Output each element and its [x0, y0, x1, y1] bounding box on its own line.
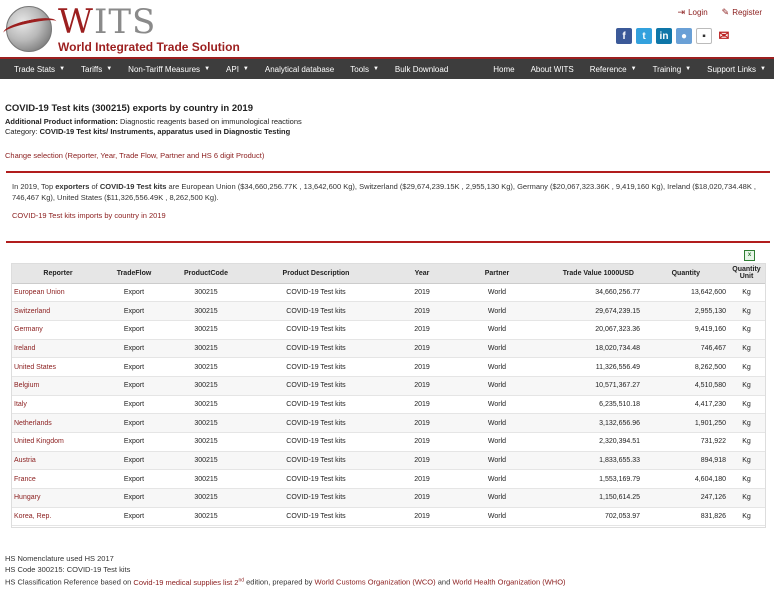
cell-quantity: 894,918: [644, 451, 728, 470]
cell-productcode: 300215: [166, 433, 246, 452]
col-header-tradeflow[interactable]: TradeFlow: [102, 264, 166, 283]
cell-year: 2019: [386, 470, 458, 489]
cell-reporter: [12, 395, 102, 414]
export-summary: In 2019, Top exporters of COVID-19 Test kits are European Union ($34,660,256.77K , 13,642,600 Kg), Switzerland ($29,674,239.15K , 2,955,130 Kg), Germany ($20,067,323.36K , 9,419,160 Kg), Ireland ($18,020,734.48K , 746,467 Kg), United States ($11,326,556.49K , 8,262,500 Kg).: [12, 182, 757, 202]
divider: [6, 241, 770, 243]
cell-reporter: [12, 376, 102, 395]
register-icon: ✎: [721, 7, 730, 17]
cell-product-description: COVID-19 Test kits: [246, 414, 386, 433]
cell-productcode: 300215: [166, 470, 246, 489]
reporter-link[interactable]: Netherlands: [14, 419, 52, 427]
auth-links: [678, 7, 762, 18]
cell-trade-value: 1,553,169.79: [536, 470, 644, 489]
cell-reporter: [12, 339, 102, 358]
table-row: [12, 376, 765, 395]
cell-product-description: COVID-19 Test kits: [246, 320, 386, 339]
cell-year: 2019: [386, 507, 458, 526]
caret-down-icon: ▼: [204, 66, 211, 72]
covid-supplies-list-link[interactable]: Covid-19 medical supplies list 2nd: [133, 577, 245, 587]
nav-item-reference[interactable]: Reference ▼: [589, 64, 637, 74]
nav-item-trade-stats[interactable]: Trade Stats ▼: [14, 64, 66, 74]
caret-down-icon: ▼: [59, 66, 66, 72]
cell-tradeflow: Export: [102, 470, 166, 489]
cell-productcode: 300215: [166, 395, 246, 414]
cell-quantity: 13,642,600: [644, 283, 728, 302]
reporter-link[interactable]: France: [14, 475, 36, 483]
cell-quantity-unit: Kg: [728, 470, 765, 489]
nav-item-tariffs[interactable]: Tariffs ▼: [81, 64, 113, 74]
cell-product-description: COVID-19 Test kits: [246, 302, 386, 321]
twitter-icon[interactable]: t: [636, 28, 652, 44]
nav-item-ntm[interactable]: Non-Tariff Measures ▼: [128, 64, 211, 74]
who-link[interactable]: World Health Organization (WHO): [452, 577, 566, 587]
register-link[interactable]: ✎ Register: [721, 7, 762, 17]
cell-partner: World: [458, 283, 536, 302]
cell-partner: World: [458, 451, 536, 470]
product-category: Category: COVID-19 Test kits/ Instruments, apparatus used in Diagnostic Testing: [5, 127, 291, 136]
cell-trade-value: 20,067,323.36: [536, 320, 644, 339]
wco-link[interactable]: World Customs Organization (WCO): [314, 577, 436, 587]
cell-quantity: 4,417,230: [644, 395, 728, 414]
table-row: [12, 507, 765, 526]
table-row: [12, 283, 765, 302]
reporter-link[interactable]: Germany: [14, 326, 43, 334]
table-row: [12, 451, 765, 470]
reporter-link[interactable]: Ireland: [14, 344, 36, 352]
col-header-product-description[interactable]: Product Description: [246, 264, 386, 283]
reporter-link[interactable]: Korea, Rep.: [14, 513, 52, 521]
nav-item-home[interactable]: Home: [493, 64, 515, 74]
cell-quantity-unit: Kg: [728, 395, 765, 414]
table-row: [12, 414, 765, 433]
caret-down-icon: ▼: [372, 66, 379, 72]
cell-productcode: 300215: [166, 302, 246, 321]
cell-partner: World: [458, 414, 536, 433]
cell-partner: World: [458, 470, 536, 489]
cell-quantity-unit: Kg: [728, 320, 765, 339]
imports-by-country-link[interactable]: COVID-19 Test kits imports by country in 2019: [12, 211, 166, 220]
cell-quantity: 9,419,160: [644, 320, 728, 339]
cell-year: 2019: [386, 358, 458, 377]
cell-productcode: 300215: [166, 358, 246, 377]
cell-reporter: [12, 414, 102, 433]
table-row: [12, 339, 765, 358]
caret-down-icon: ▼: [685, 66, 692, 72]
cell-quantity-unit: Kg: [728, 358, 765, 377]
cell-partner: World: [458, 507, 536, 526]
cell-year: 2019: [386, 302, 458, 321]
caret-down-icon: ▼: [242, 66, 249, 72]
cell-reporter: [12, 507, 102, 526]
cell-tradeflow: Export: [102, 433, 166, 452]
cell-quantity-unit: Kg: [728, 339, 765, 358]
cell-productcode: 300215: [166, 414, 246, 433]
caret-down-icon: ▼: [106, 66, 113, 72]
table-header-row: [12, 264, 765, 283]
cell-tradeflow: Export: [102, 489, 166, 508]
cell-year: 2019: [386, 414, 458, 433]
cell-quantity: 831,826: [644, 507, 728, 526]
nav-item-bulk-download[interactable]: Bulk Download: [394, 64, 449, 74]
cell-partner: World: [458, 433, 536, 452]
reporter-link[interactable]: United States: [14, 363, 57, 371]
cell-reporter: [12, 451, 102, 470]
cell-trade-value: 1,150,614.25: [536, 489, 644, 508]
cell-partner: World: [458, 302, 536, 321]
table-row: [12, 358, 765, 377]
table-row: [12, 433, 765, 452]
cell-productcode: 300215: [166, 489, 246, 508]
cell-year: 2019: [386, 376, 458, 395]
cell-partner: World: [458, 395, 536, 414]
cell-tradeflow: Export: [102, 414, 166, 433]
cell-quantity-unit: Kg: [728, 414, 765, 433]
facebook-icon[interactable]: f: [616, 28, 632, 44]
cell-reporter: [12, 489, 102, 508]
table-body: [12, 283, 765, 526]
cell-productcode: 300215: [166, 339, 246, 358]
exports-table: [11, 263, 766, 528]
nav-item-api[interactable]: API ▼: [226, 64, 249, 74]
cell-trade-value: 34,660,256.77: [536, 283, 644, 302]
cell-tradeflow: Export: [102, 302, 166, 321]
cell-reporter: [12, 302, 102, 321]
cell-trade-value: 702,053.97: [536, 507, 644, 526]
cell-tradeflow: Export: [102, 451, 166, 470]
cell-quantity-unit: Kg: [728, 489, 765, 508]
table-row: [12, 470, 765, 489]
nav-item-about-wits[interactable]: About WITS: [530, 64, 574, 74]
cell-reporter: [12, 358, 102, 377]
site-header: [0, 0, 774, 56]
delicious-icon[interactable]: ▪: [696, 28, 712, 44]
reporter-link[interactable]: European Union: [14, 288, 65, 296]
note-nomenclature: HS Nomenclature used HS 2017: [5, 554, 114, 563]
cell-partner: World: [458, 320, 536, 339]
cell-partner: World: [458, 358, 536, 377]
cell-productcode: 300215: [166, 283, 246, 302]
cell-quantity-unit: Kg: [728, 451, 765, 470]
exports-data-table: [12, 264, 765, 526]
table-row: [12, 302, 765, 321]
site-subtitle: World Integrated Trade Solution: [58, 40, 240, 54]
cell-reporter: [12, 320, 102, 339]
reporter-link[interactable]: Italy: [14, 400, 27, 408]
cell-year: 2019: [386, 339, 458, 358]
reporter-link[interactable]: Hungary: [14, 494, 41, 502]
caret-down-icon: ▼: [630, 66, 637, 72]
col-header-quantity-unit[interactable]: Quantity Unit: [728, 264, 765, 283]
cell-year: 2019: [386, 489, 458, 508]
col-header-productcode[interactable]: ProductCode: [166, 264, 246, 283]
cell-reporter: [12, 433, 102, 452]
caret-down-icon: ▼: [760, 66, 766, 72]
nav-item-analytical-database[interactable]: Analytical database: [264, 64, 335, 74]
cell-trade-value: 11,326,556.49: [536, 358, 644, 377]
cell-product-description: COVID-19 Test kits: [246, 358, 386, 377]
login-link[interactable]: ⇥ Login: [677, 7, 708, 17]
nav-item-tools[interactable]: Tools ▼: [350, 64, 379, 74]
note-classification: HS Classification Reference based on Covid-19 medical supplies list 2nd edition, prepared by World Customs Organization (WCO) and World Health Organization (WHO): [5, 577, 566, 587]
footer-notes: [5, 553, 566, 588]
cell-year: 2019: [386, 395, 458, 414]
cell-product-description: COVID-19 Test kits: [246, 433, 386, 452]
cell-trade-value: 1,833,655.33: [536, 451, 644, 470]
reporter-link[interactable]: Switzerland: [14, 307, 51, 315]
cell-quantity: 8,262,500: [644, 358, 728, 377]
cell-trade-value: 10,571,367.27: [536, 376, 644, 395]
reporter-link[interactable]: Belgium: [14, 382, 40, 390]
cell-partner: World: [458, 339, 536, 358]
cell-trade-value: 2,320,394.51: [536, 433, 644, 452]
main-nav: [0, 57, 774, 79]
email-icon[interactable]: ✉: [716, 28, 732, 44]
cell-product-description: COVID-19 Test kits: [246, 489, 386, 508]
change-selection-link[interactable]: Change selection (Reporter, Year, Trade Flow, Partner and HS 6 digit Product): [5, 151, 265, 160]
nav-item-support-links[interactable]: Support Links ▼: [707, 64, 766, 74]
cell-quantity: 746,467: [644, 339, 728, 358]
col-header-trade-value[interactable]: Trade Value 1000USD: [536, 264, 644, 283]
cell-quantity-unit: Kg: [728, 302, 765, 321]
cell-product-description: COVID-19 Test kits: [246, 507, 386, 526]
cell-tradeflow: Export: [102, 283, 166, 302]
cell-quantity-unit: Kg: [728, 433, 765, 452]
divider: [6, 171, 770, 173]
cell-productcode: 300215: [166, 451, 246, 470]
cell-quantity: 731,922: [644, 433, 728, 452]
cell-quantity: 247,126: [644, 489, 728, 508]
cell-reporter: [12, 283, 102, 302]
cell-product-description: COVID-19 Test kits: [246, 395, 386, 414]
wits-logo-text[interactable]: WITS: [58, 2, 157, 42]
cell-year: 2019: [386, 283, 458, 302]
cell-product-description: COVID-19 Test kits: [246, 339, 386, 358]
cell-year: 2019: [386, 451, 458, 470]
cell-trade-value: 18,020,734.48: [536, 339, 644, 358]
col-header-quantity[interactable]: Quantity: [644, 264, 728, 283]
cell-quantity-unit: Kg: [728, 283, 765, 302]
cell-productcode: 300215: [166, 507, 246, 526]
cell-product-description: COVID-19 Test kits: [246, 470, 386, 489]
cell-tradeflow: Export: [102, 376, 166, 395]
cell-tradeflow: Export: [102, 395, 166, 414]
col-header-partner[interactable]: Partner: [458, 264, 536, 283]
cell-productcode: 300215: [166, 320, 246, 339]
cell-quantity-unit: Kg: [728, 376, 765, 395]
cell-partner: World: [458, 376, 536, 395]
cell-quantity: 4,604,180: [644, 470, 728, 489]
login-icon: ⇥: [677, 7, 686, 17]
table-row: [12, 489, 765, 508]
cell-quantity-unit: Kg: [728, 507, 765, 526]
reddit-icon[interactable]: ●: [676, 28, 692, 44]
reporter-link[interactable]: Austria: [14, 457, 36, 465]
cell-product-description: COVID-19 Test kits: [246, 451, 386, 470]
cell-partner: World: [458, 489, 536, 508]
cell-year: 2019: [386, 433, 458, 452]
cell-trade-value: 3,132,656.96: [536, 414, 644, 433]
col-header-reporter[interactable]: Reporter: [12, 264, 102, 283]
excel-download-icon[interactable]: x: [744, 250, 755, 261]
cell-reporter: [12, 470, 102, 489]
linkedin-icon[interactable]: in: [656, 28, 672, 44]
cell-tradeflow: Export: [102, 358, 166, 377]
page-title: COVID-19 Test kits (300215) exports by country in 2019: [5, 103, 253, 114]
cell-quantity: 2,955,130: [644, 302, 728, 321]
cell-tradeflow: Export: [102, 339, 166, 358]
additional-product-info: Additional Product information: Diagnostic reagents based on immunological reactions: [5, 117, 302, 126]
table-row: [12, 395, 765, 414]
table-row: [12, 320, 765, 339]
cell-product-description: COVID-19 Test kits: [246, 283, 386, 302]
cell-quantity: 4,510,580: [644, 376, 728, 395]
nav-item-training[interactable]: Training ▼: [652, 64, 692, 74]
col-header-year[interactable]: Year: [386, 264, 458, 283]
note-hs-code: HS Code 300215: COVID-19 Test kits: [5, 565, 131, 574]
cell-quantity: 1,901,250: [644, 414, 728, 433]
cell-year: 2019: [386, 320, 458, 339]
cell-tradeflow: Export: [102, 320, 166, 339]
reporter-link[interactable]: United Kingdom: [14, 438, 64, 446]
cell-trade-value: 29,674,239.15: [536, 302, 644, 321]
cell-tradeflow: Export: [102, 507, 166, 526]
cell-productcode: 300215: [166, 376, 246, 395]
social-links: [616, 28, 732, 44]
cell-trade-value: 6,235,510.18: [536, 395, 644, 414]
cell-product-description: COVID-19 Test kits: [246, 376, 386, 395]
